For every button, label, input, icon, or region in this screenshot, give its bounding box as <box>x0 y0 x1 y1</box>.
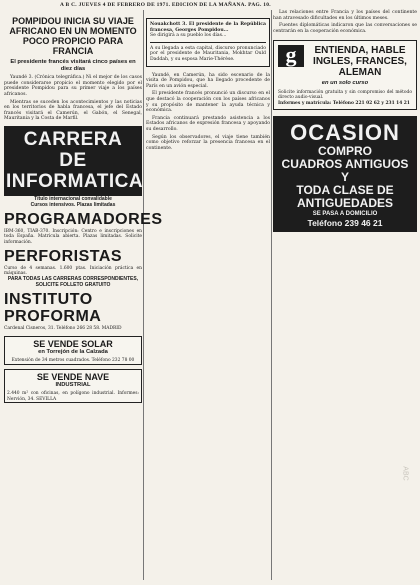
antiques-ad-line: Y <box>340 169 349 184</box>
solar-subtitle: en Torrejón de la Calzada <box>38 348 108 355</box>
antiques-ad-line: ANTIGUEDADES <box>296 195 393 210</box>
perforistas-heading: PERFORISTAS <box>4 247 123 265</box>
article-body <box>4 75 142 122</box>
column-divider <box>143 10 144 580</box>
watermark-text: ABC <box>401 466 409 481</box>
language-course-ad <box>273 40 417 109</box>
antiques-ad-line: COMPRO <box>318 143 372 158</box>
column-divider <box>271 10 272 580</box>
box-text: Se dirigirá a su pueblo los días... <box>150 33 227 39</box>
article-paragraph: El presidente francés pronunció un discurso en el que destacó la cooperación con los países africanos y su propósito de mantener la ayuda técnica y económica. <box>146 91 270 114</box>
antiques-ad-title: OCASION <box>290 119 400 145</box>
article-body <box>146 73 270 152</box>
article-paragraph: Según los observadores, el viaje tiene también como objetivo reforzar la presencia francesa en el continente. <box>146 134 270 151</box>
antiques-ad-line: CUADROS ANTIGUOS <box>281 156 409 171</box>
language-ad-tagline: en un solo curso <box>321 80 369 87</box>
box-footer: A su llegada a esta capital, discurso pronunciado por el presidente de Mauritania, Mokhtar Ould Daddah, y su esposa Marie-Thérèse. <box>150 45 266 62</box>
antiques-ad-line: SE PASA A DOMICILIO <box>312 210 378 217</box>
instituto-heading: INSTITUTO PROFORMA <box>4 291 102 326</box>
article-paragraph: Fuentes diplomáticas indicaron que las conversaciones se centrarán en la cooperación económica. <box>273 23 417 34</box>
antiques-ad-phone: Teléfono 239 46 21 <box>307 217 383 228</box>
column-right <box>273 10 417 582</box>
article-paragraph: Yaundé 3. (Crónica telegráfica.) Ni el mejor de los casos puede considerarse propicio el momento elegido por el presidente Pompidou para su primer viaje a los países africanos. <box>4 75 142 97</box>
instituto-address: Cardenal Cisneros, 31. Teléfono 266 28 58. MADRID <box>4 326 122 332</box>
antiques-ad <box>273 116 417 232</box>
antiques-ad-line: TODA CLASE DE <box>296 182 394 197</box>
language-ad-headline: ENTIENDA, HABLE INGLES, FRANCES, ALEMAN <box>313 45 407 79</box>
language-ad-address: Informes y matrícula: Teléfono 221 02 62 y 231 14 21 <box>278 100 410 106</box>
box-rule <box>150 42 266 43</box>
article-paragraph: Francia continuará prestando asistencia a los Estados africanos de expresión francesa y apoyando su desarrollo. <box>146 115 270 132</box>
column-left <box>4 10 163 582</box>
nave-ad <box>4 369 142 403</box>
nave-title: SE VENDE NAVE <box>36 371 110 382</box>
page-header: A B C. JUEVES 4 DE FEBRERO DE 1971. EDICION DE LA MAÑANA. PAG. 10. <box>60 2 271 8</box>
solar-text: Extensión de 34 metros cuadrados. Teléfono 232 78 00 <box>11 358 135 364</box>
solar-ad <box>4 336 142 365</box>
article-paragraph: Las relaciones entre Francia y los países del continente han atravesado dificultades en los últimos meses. <box>273 10 417 21</box>
carrera-subline: Cursos intensivos. Plazas limitadas <box>30 201 116 208</box>
perforistas-text: Curso de 4 semanas. 1.600 ptas. Iniciación práctica en máquinas. <box>4 265 142 277</box>
carrera-ad-banner <box>4 126 142 196</box>
programadores-text: IBM-360, TIAB-370. Inscripción: Centro e inscripciones en toda España. Matrícula abierta. Plazas limitadas. Solicite información. <box>4 228 142 245</box>
programadores-heading: PROGRAMADORES <box>4 210 163 228</box>
article-headline: POMPIDOU INICIA SU VIAJE AFRICANO EN UN MOMENTO POCO PROPICIO PARA FRANCIA <box>9 16 137 56</box>
nave-subtitle: INDUSTRIAL <box>55 381 91 388</box>
nave-text: 2.440 m² con oficinas, en polígono industrial. Informes: Nervión, 34. SEVILLA <box>7 391 139 402</box>
solar-title: SE VENDE SOLAR <box>33 338 113 349</box>
carrera-title: CARRERA <box>23 128 123 150</box>
language-ad-text: Solicite información gratuita y sin compromiso del método directo audio-visual. <box>278 89 412 101</box>
school-logo-icon: g <box>278 45 304 67</box>
box-title: Nouakchott 3. El presidente de la República francesa, Georges Pompidou... <box>150 22 266 33</box>
perforistas-note: PARA TODAS LAS CARRERAS CORRESPONDIENTES, SOLICITE FOLLETO GRATUITO <box>7 276 139 289</box>
article-paragraph: Mientras se suceden los acontecimientos y las noticias en los territorios de habla francesa, el jefe del Estado francés visitará el Camerún, el Gabón, el Senegal, Mauritania y la Costa de Marfil. <box>4 99 142 122</box>
boxed-news-item <box>146 18 270 67</box>
article-body <box>273 10 417 34</box>
carrera-subtitle: DE INFORMATICA <box>6 149 144 192</box>
column-middle <box>146 10 270 582</box>
carrera-subline: Título internacional convalidable <box>34 195 112 202</box>
article-paragraph: Yaundé, en Camerún, ha sido escenario de la visita de Pompidou, que ha llegado procedente de París en un avión especial. <box>146 72 270 89</box>
article-deck: El presidente francés visitará cinco países en diez días <box>10 59 136 72</box>
